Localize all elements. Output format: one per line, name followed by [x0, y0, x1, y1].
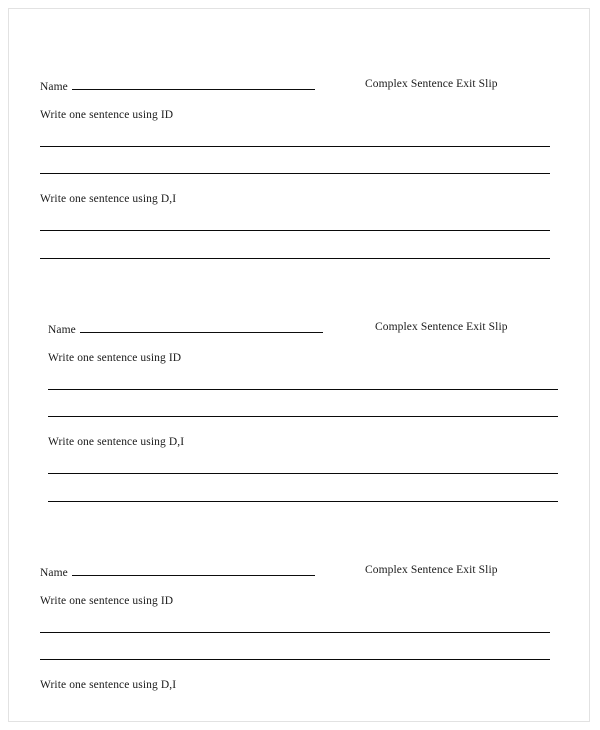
slip-3-prompt-id: Write one sentence using ID [40, 595, 174, 607]
slip-3-name-label: Name [40, 567, 68, 579]
slip-3-name-field[interactable] [40, 564, 315, 579]
slip-2-write-line-4[interactable] [48, 501, 558, 502]
slip-1-prompt-di: Write one sentence using D,I [40, 193, 177, 205]
slip-3-write-line-1[interactable] [40, 632, 550, 633]
slip-3-write-line-2[interactable] [40, 659, 550, 660]
slip-1-write-line-3[interactable] [40, 230, 550, 231]
slip-2-title: Complex Sentence Exit Slip [375, 321, 508, 333]
slip-1-write-line-4[interactable] [40, 258, 550, 259]
slip-2-write-line-3[interactable] [48, 473, 558, 474]
exit-slip-1 [40, 78, 560, 205]
slip-3-prompt-di: Write one sentence using D,I [40, 679, 177, 691]
slip-2-write-line-2[interactable] [48, 416, 558, 417]
slip-2-name-label: Name [48, 324, 76, 336]
slip-2-prompt-id: Write one sentence using ID [48, 352, 182, 364]
slip-2-name-field[interactable] [48, 321, 323, 336]
slip-1-name-label: Name [40, 81, 68, 93]
slip-1-title: Complex Sentence Exit Slip [365, 78, 498, 90]
slip-1-write-line-2[interactable] [40, 173, 550, 174]
slip-1-prompt-id: Write one sentence using ID [40, 109, 174, 121]
slip-1-write-line-1[interactable] [40, 146, 550, 147]
slip-1-header [40, 78, 560, 98]
slip-2-write-line-1[interactable] [48, 389, 558, 390]
slip-1-name-blank[interactable] [72, 78, 315, 90]
slip-3-header [40, 564, 560, 584]
slip-1-name-field[interactable] [40, 78, 315, 93]
slip-3-title: Complex Sentence Exit Slip [365, 564, 498, 576]
slip-2-prompt-di: Write one sentence using D,I [48, 436, 185, 448]
slip-2-name-blank[interactable] [80, 321, 323, 333]
exit-slip-3 [40, 564, 560, 691]
slip-2-header [48, 321, 568, 341]
slip-3-name-blank[interactable] [72, 564, 315, 576]
exit-slip-2 [48, 321, 568, 448]
